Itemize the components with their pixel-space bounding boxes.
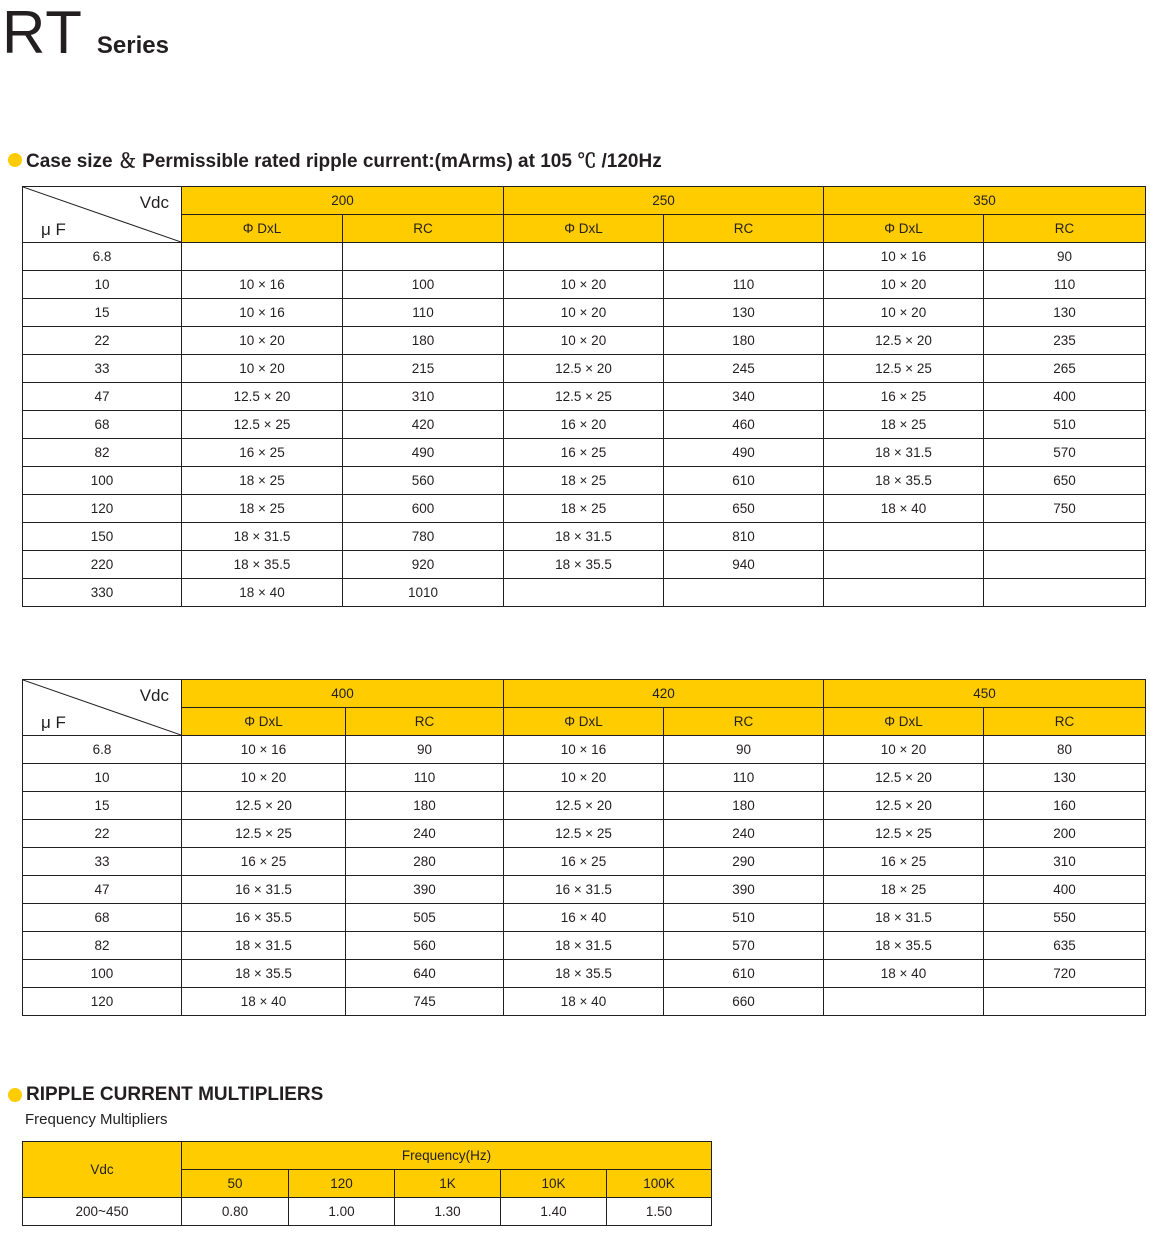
table-row — [23, 1198, 712, 1226]
ripple-current-cell: 780 — [343, 523, 504, 551]
ripple-current-cell: 400 — [984, 383, 1146, 411]
ripple-current-cell: 650 — [664, 495, 824, 523]
ripple-current-cell: 510 — [984, 411, 1146, 439]
case-size-cell: 18 × 25 — [182, 495, 343, 523]
table-body — [23, 243, 1146, 607]
ripple-current-cell: 660 — [664, 988, 824, 1016]
ripple-current-cell: 810 — [664, 523, 824, 551]
table-row — [23, 579, 1146, 607]
case-size-cell: 16 × 25 — [824, 848, 984, 876]
case-size-cell: 18 × 31.5 — [504, 932, 664, 960]
table-row — [23, 792, 1146, 820]
case-size-cell: 16 × 25 — [182, 439, 343, 467]
ripple-current-cell: 920 — [343, 551, 504, 579]
col-header-rc: RC — [664, 215, 824, 243]
voltage-header: 400 — [182, 680, 504, 708]
case-size-cell — [824, 988, 984, 1016]
ripple-current-cell: 510 — [664, 904, 824, 932]
capacitance-cell: 33 — [23, 848, 182, 876]
case-size-cell: 12.5 × 25 — [824, 820, 984, 848]
ripple-current-cell: 460 — [664, 411, 824, 439]
voltage-header: 350 — [824, 187, 1146, 215]
case-size-cell: 10 × 16 — [824, 243, 984, 271]
case-size-cell: 10 × 16 — [182, 736, 346, 764]
ripple-current-cell: 130 — [664, 299, 824, 327]
voltage-header: 450 — [824, 680, 1146, 708]
capacitance-cell: 220 — [23, 551, 182, 579]
table-row — [23, 988, 1146, 1016]
ripple-current-cell: 110 — [346, 764, 504, 792]
ripple-current-cell: 640 — [346, 960, 504, 988]
case-size-cell: 18 × 35.5 — [182, 551, 343, 579]
ripple-current-cell — [984, 551, 1146, 579]
table-row — [23, 439, 1146, 467]
frequency-cell: 100K — [607, 1170, 712, 1198]
ripple-current-cell: 180 — [343, 327, 504, 355]
case-size-cell: 10 × 20 — [504, 327, 664, 355]
col-header-rc: RC — [984, 215, 1146, 243]
capacitance-cell: 6.8 — [23, 736, 182, 764]
table-row — [23, 736, 1146, 764]
ripple-current-cell — [664, 243, 824, 271]
ripple-current-cell: 235 — [984, 327, 1146, 355]
ripple-current-cell: 560 — [346, 932, 504, 960]
frequency-header: Frequency(Hz) — [182, 1142, 712, 1170]
ripple-current-cell: 110 — [664, 764, 824, 792]
case-size-cell: 18 × 35.5 — [182, 960, 346, 988]
case-size-cell: 12.5 × 20 — [504, 792, 664, 820]
case-size-cell: 10 × 16 — [182, 299, 343, 327]
table-row — [23, 764, 1146, 792]
case-size-cell: 18 × 25 — [824, 411, 984, 439]
frequency-cell: 50 — [182, 1170, 289, 1198]
multiplier-cell: 1.40 — [501, 1198, 607, 1226]
case-size-cell — [824, 523, 984, 551]
ripple-current-cell: 180 — [664, 792, 824, 820]
multiplier-table — [22, 1141, 712, 1226]
case-size-cell: 12.5 × 20 — [504, 355, 664, 383]
capacitance-cell: 15 — [23, 792, 182, 820]
case-size-cell: 18 × 35.5 — [504, 551, 664, 579]
case-size-cell: 12.5 × 25 — [182, 820, 346, 848]
table-row — [23, 523, 1146, 551]
case-size-cell: 16 × 20 — [504, 411, 664, 439]
case-size-cell: 10 × 20 — [824, 271, 984, 299]
case-size-cell — [504, 243, 664, 271]
uf-label: μ F — [41, 220, 66, 239]
bullet-dot-icon — [8, 153, 22, 167]
case-size-cell: 12.5 × 25 — [824, 355, 984, 383]
case-size-cell: 10 × 16 — [504, 736, 664, 764]
case-size-cell: 16 × 25 — [504, 848, 664, 876]
table-row — [23, 551, 1146, 579]
ripple-current-cell — [984, 579, 1146, 607]
capacitance-cell: 47 — [23, 383, 182, 411]
capacitance-cell: 82 — [23, 932, 182, 960]
case-size-cell: 18 × 40 — [824, 960, 984, 988]
case-size-cell: 12.5 × 20 — [824, 764, 984, 792]
ripple-current-cell: 310 — [984, 848, 1146, 876]
ripple-current-cell: 340 — [664, 383, 824, 411]
ripple-current-cell: 240 — [664, 820, 824, 848]
ripple-current-cell: 400 — [984, 876, 1146, 904]
ripple-current-cell: 650 — [984, 467, 1146, 495]
capacitance-cell: 33 — [23, 355, 182, 383]
capacitance-cell: 100 — [23, 467, 182, 495]
case-size-cell: 12.5 × 20 — [182, 792, 346, 820]
case-size-cell: 10 × 20 — [504, 764, 664, 792]
multiplier-cell: 0.80 — [182, 1198, 289, 1226]
ripple-current-cell: 90 — [346, 736, 504, 764]
col-header-dxl: Φ DxL — [824, 708, 984, 736]
ripple-current-cell: 600 — [343, 495, 504, 523]
case-size-cell: 10 × 20 — [182, 327, 343, 355]
case-size-cell: 16 × 25 — [182, 848, 346, 876]
capacitance-cell: 120 — [23, 495, 182, 523]
ripple-current-cell: 200 — [984, 820, 1146, 848]
table-row — [23, 271, 1146, 299]
ripple-current-cell: 635 — [984, 932, 1146, 960]
case-size-cell: 16 × 40 — [504, 904, 664, 932]
capacitance-cell: 47 — [23, 876, 182, 904]
ripple-current-cell: 505 — [346, 904, 504, 932]
case-size-cell: 16 × 25 — [504, 439, 664, 467]
ripple-current-cell: 100 — [343, 271, 504, 299]
case-size-cell: 16 × 35.5 — [182, 904, 346, 932]
ripple-current-cell: 390 — [346, 876, 504, 904]
case-size-cell — [182, 243, 343, 271]
col-header-dxl: Φ DxL — [504, 708, 664, 736]
ripple-current-cell — [984, 523, 1146, 551]
vdc-header: Vdc — [23, 1142, 182, 1198]
ripple-table-2 — [22, 679, 1146, 1016]
case-size-cell: 12.5 × 20 — [824, 327, 984, 355]
ripple-current-cell: 110 — [343, 299, 504, 327]
table-row — [23, 904, 1146, 932]
multiplier-cell: 1.30 — [395, 1198, 501, 1226]
ripple-current-cell: 310 — [343, 383, 504, 411]
ripple-table-1 — [22, 186, 1146, 607]
col-header-dxl: Φ DxL — [504, 215, 664, 243]
capacitance-cell: 22 — [23, 327, 182, 355]
ripple-current-cell: 265 — [984, 355, 1146, 383]
table-row — [23, 299, 1146, 327]
ripple-current-cell: 1010 — [343, 579, 504, 607]
bullet-dot-icon — [8, 1088, 22, 1102]
col-header-dxl: Φ DxL — [824, 215, 984, 243]
case-size-cell: 18 × 31.5 — [504, 523, 664, 551]
series-code: RT — [2, 0, 83, 66]
section-subheading: Frequency Multipliers — [25, 1111, 168, 1128]
ripple-current-cell: 180 — [664, 327, 824, 355]
ripple-current-cell: 490 — [664, 439, 824, 467]
ripple-current-cell: 110 — [664, 271, 824, 299]
capacitance-cell: 68 — [23, 411, 182, 439]
case-size-cell: 18 × 40 — [824, 495, 984, 523]
table-row — [23, 383, 1146, 411]
table-row — [23, 243, 1146, 271]
case-size-cell: 12.5 × 25 — [504, 820, 664, 848]
capacitance-cell: 68 — [23, 904, 182, 932]
section-heading-text: RIPPLE CURRENT MULTIPLIERS — [26, 1084, 324, 1105]
case-size-cell — [504, 579, 664, 607]
case-size-cell: 18 × 40 — [504, 988, 664, 1016]
section-heading-multipliers — [8, 1084, 323, 1106]
col-header-rc: RC — [984, 708, 1146, 736]
case-size-cell: 10 × 20 — [182, 764, 346, 792]
ripple-current-cell: 940 — [664, 551, 824, 579]
ripple-current-cell: 245 — [664, 355, 824, 383]
ripple-current-cell: 570 — [664, 932, 824, 960]
vdc-label: Vdc — [139, 193, 169, 212]
case-size-cell: 18 × 31.5 — [182, 932, 346, 960]
col-header-rc: RC — [664, 708, 824, 736]
ripple-current-cell: 550 — [984, 904, 1146, 932]
case-size-cell: 18 × 35.5 — [824, 467, 984, 495]
voltage-range-cell: 200~450 — [23, 1198, 182, 1226]
table-row — [23, 327, 1146, 355]
case-size-cell: 10 × 20 — [824, 736, 984, 764]
voltage-header: 200 — [182, 187, 504, 215]
frequency-cell: 120 — [289, 1170, 395, 1198]
case-size-cell: 18 × 25 — [182, 467, 343, 495]
ripple-current-cell: 215 — [343, 355, 504, 383]
capacitance-cell: 150 — [23, 523, 182, 551]
ripple-current-cell: 750 — [984, 495, 1146, 523]
multiplier-cell: 1.00 — [289, 1198, 395, 1226]
frequency-cell: 10K — [501, 1170, 607, 1198]
ripple-current-cell — [664, 579, 824, 607]
capacitance-cell: 15 — [23, 299, 182, 327]
ripple-current-cell: 180 — [346, 792, 504, 820]
ripple-current-cell: 490 — [343, 439, 504, 467]
case-size-cell: 18 × 31.5 — [824, 904, 984, 932]
ripple-current-cell: 130 — [984, 764, 1146, 792]
case-size-cell: 12.5 × 25 — [504, 383, 664, 411]
case-size-cell: 12.5 × 20 — [824, 792, 984, 820]
table-row — [23, 355, 1146, 383]
case-size-cell: 10 × 16 — [182, 271, 343, 299]
table-row — [23, 932, 1146, 960]
case-size-cell: 10 × 20 — [504, 271, 664, 299]
page-title — [2, 0, 169, 70]
case-size-cell — [824, 579, 984, 607]
ripple-current-cell: 610 — [664, 467, 824, 495]
ripple-current-cell — [984, 988, 1146, 1016]
table-row — [23, 876, 1146, 904]
ripple-current-cell: 610 — [664, 960, 824, 988]
table-row — [23, 411, 1146, 439]
col-header-dxl: Φ DxL — [182, 708, 346, 736]
voltage-header: 250 — [504, 187, 824, 215]
ripple-current-cell: 560 — [343, 467, 504, 495]
capacitance-cell: 10 — [23, 764, 182, 792]
col-header-dxl: Φ DxL — [182, 215, 343, 243]
case-size-cell: 12.5 × 20 — [182, 383, 343, 411]
ripple-current-cell: 90 — [984, 243, 1146, 271]
case-size-cell: 18 × 35.5 — [504, 960, 664, 988]
multiplier-cell: 1.50 — [607, 1198, 712, 1226]
table-row — [23, 467, 1146, 495]
ripple-current-cell: 280 — [346, 848, 504, 876]
case-size-cell — [824, 551, 984, 579]
capacitance-cell: 120 — [23, 988, 182, 1016]
uf-label: μ F — [41, 713, 66, 732]
ripple-current-cell: 240 — [346, 820, 504, 848]
vdc-label: Vdc — [139, 686, 169, 705]
table-row — [23, 820, 1146, 848]
ripple-current-cell: 390 — [664, 876, 824, 904]
case-size-cell: 12.5 × 25 — [182, 411, 343, 439]
capacitance-cell: 22 — [23, 820, 182, 848]
case-size-cell: 16 × 31.5 — [504, 876, 664, 904]
case-size-cell: 18 × 25 — [504, 467, 664, 495]
ripple-current-cell: 420 — [343, 411, 504, 439]
ripple-current-cell: 160 — [984, 792, 1146, 820]
ripple-current-cell: 110 — [984, 271, 1146, 299]
table-corner-header — [23, 680, 182, 736]
case-size-cell: 18 × 40 — [182, 988, 346, 1016]
col-header-rc: RC — [343, 215, 504, 243]
capacitance-cell: 82 — [23, 439, 182, 467]
ripple-current-cell: 745 — [346, 988, 504, 1016]
ripple-current-cell: 290 — [664, 848, 824, 876]
case-size-cell: 10 × 20 — [824, 299, 984, 327]
ripple-current-cell: 130 — [984, 299, 1146, 327]
case-size-cell: 18 × 35.5 — [824, 932, 984, 960]
ripple-current-cell — [343, 243, 504, 271]
ripple-current-cell: 80 — [984, 736, 1146, 764]
case-size-cell: 10 × 20 — [504, 299, 664, 327]
capacitance-cell: 100 — [23, 960, 182, 988]
section-heading-case-size — [8, 146, 662, 173]
case-size-cell: 18 × 40 — [182, 579, 343, 607]
capacitance-cell: 6.8 — [23, 243, 182, 271]
table-corner-header — [23, 187, 182, 243]
capacitance-cell: 10 — [23, 271, 182, 299]
ripple-current-cell: 570 — [984, 439, 1146, 467]
table-body — [23, 736, 1146, 1016]
case-size-cell: 18 × 25 — [504, 495, 664, 523]
series-label: Series — [96, 32, 169, 59]
case-size-cell: 18 × 31.5 — [824, 439, 984, 467]
case-size-cell: 18 × 31.5 — [182, 523, 343, 551]
table-row — [23, 848, 1146, 876]
table-row — [23, 495, 1146, 523]
ripple-current-cell: 90 — [664, 736, 824, 764]
voltage-header: 420 — [504, 680, 824, 708]
case-size-cell: 16 × 25 — [824, 383, 984, 411]
section-heading-text: Case size ＆ Permissible rated ripple current:(mArms) at 105 ℃ /120Hz — [26, 151, 662, 172]
case-size-cell: 16 × 31.5 — [182, 876, 346, 904]
case-size-cell: 10 × 20 — [182, 355, 343, 383]
case-size-cell: 18 × 25 — [824, 876, 984, 904]
table-row — [23, 960, 1146, 988]
ripple-current-cell: 720 — [984, 960, 1146, 988]
capacitance-cell: 330 — [23, 579, 182, 607]
col-header-rc: RC — [346, 708, 504, 736]
frequency-cell: 1K — [395, 1170, 501, 1198]
